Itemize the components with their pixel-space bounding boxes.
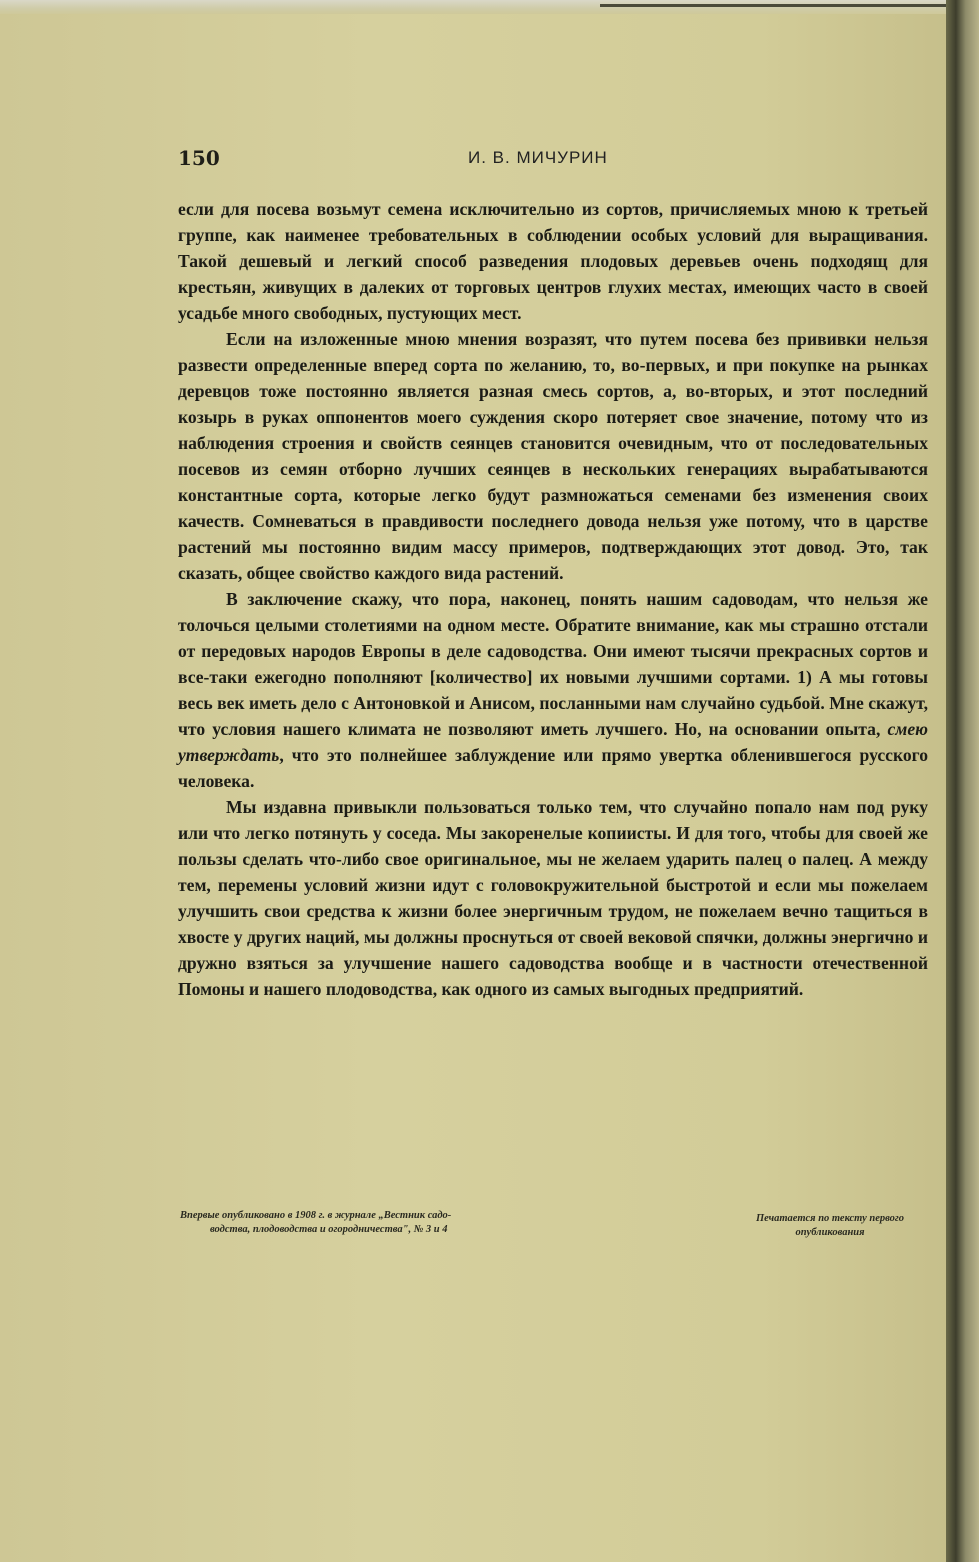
source-note-line-2: опубликования (795, 1227, 865, 1238)
source-note-line-1: Печатается по тексту первого (755, 1213, 905, 1224)
running-head-author: И. В. МИЧУРИН (468, 148, 608, 167)
page-top-shadow-line (600, 4, 946, 7)
paragraph-3 (178, 586, 928, 794)
publication-note-line-1: Впервые опубликовано в 1908 г. в журнале „Вестник садо- (180, 1210, 452, 1221)
paragraph-3-text-before: В заключение скажу, что пора, наконец, понять нашим садоводам, что нельзя же толочься целыми столетиями на одном месте. Обратите внимание, как мы страшно отстали от передовых народов Европы в деле садоводства. Они имеют тысячи прекрасных сортов и все-таки ежегодно пополняют [количество] их новыми лучшими сортами. 1) А мы готовы весь век иметь дело с Антоновкой и Анисом, посланными нам случайно судьбой. Мне скажут, что условия нашего климата не позволяют иметь лучшего. Но, на основании опыта, (178, 589, 928, 739)
publication-note (180, 1209, 580, 1237)
source-note (720, 1212, 940, 1240)
body-text (178, 196, 928, 1002)
page-number: 150 (178, 146, 220, 170)
paragraph-4: Мы издавна привыкли пользоваться только тем, что случайно попало нам под руку или что легко потянуть у соседа. Мы закоренелые копиисты. И для того, чтобы для своей же пользы сделать что-либо свое оригинальное, мы не желаем ударить палец о палец. А между тем, перемены условий жизни идут с головокружительной быстротой и если мы пожелаем улучшить свои средства к жизни более энергичным трудом, не пожелаем вечно тащиться в хвосте у других наций, мы должны проснуться от своей вековой спячки, должны энергично и дружно взяться за улучшение нашего садоводства вообще и в частности отечественной Помоны и нашего плодоводства, как одного из самых выгодных предприятий. (178, 797, 928, 999)
publication-note-line-2: водства, плодоводства и огородничества", № 3 и 4 (210, 1224, 448, 1235)
page-header (178, 146, 928, 174)
paragraph-3-text-after: , что это полнейшее заблуждение или прямо увертка обленившегося русского человека. (178, 745, 928, 791)
footnotes (180, 1209, 942, 1245)
paragraph-3-emphasis: смею утверждать (178, 719, 928, 765)
page-right-edge (946, 0, 979, 1562)
paragraph-2: Если на изложенные мною мнения возразят, что путем посева без прививки нельзя развести определенные вперед сорта по желанию, то, во-первых, и при покупке на рынках деревцов тоже постоянно является разная смесь сортов, а, во-вторых, и этот последний козырь в руках оппонентов моего суждения скоро потеряет свое значение, потому что из наблюдения строения и свойств сеянцев становится очевидным, что от последовательных посевов из семян отборно лучших сеянцев в нескольких генерациях вырабатываются константные сорта, которые легко будут размножаться семенами без изменения своих качеств. Сомневаться в правдивости последнего довода нельзя уже потому, что в царстве растений мы постоянно видим массу примеров, подтверждающих этот довод. Это, так сказать, общее свойство каждого вида растений. (178, 329, 928, 583)
paragraph-1: если для посева возьмут семена исключительно из сортов, причисляемых мною к третьей группе, как наименее требовательных в соблюдении особых условий для выращивания. Такой дешевый и легкий способ разведения плодовых деревьев очень подходящ для крестьян, живущих в далеких от торговых центров глухих местах, имеющих часто в своей усадьбе много свободных, пустующих мест. (178, 199, 928, 323)
page-top-edge (0, 0, 946, 14)
